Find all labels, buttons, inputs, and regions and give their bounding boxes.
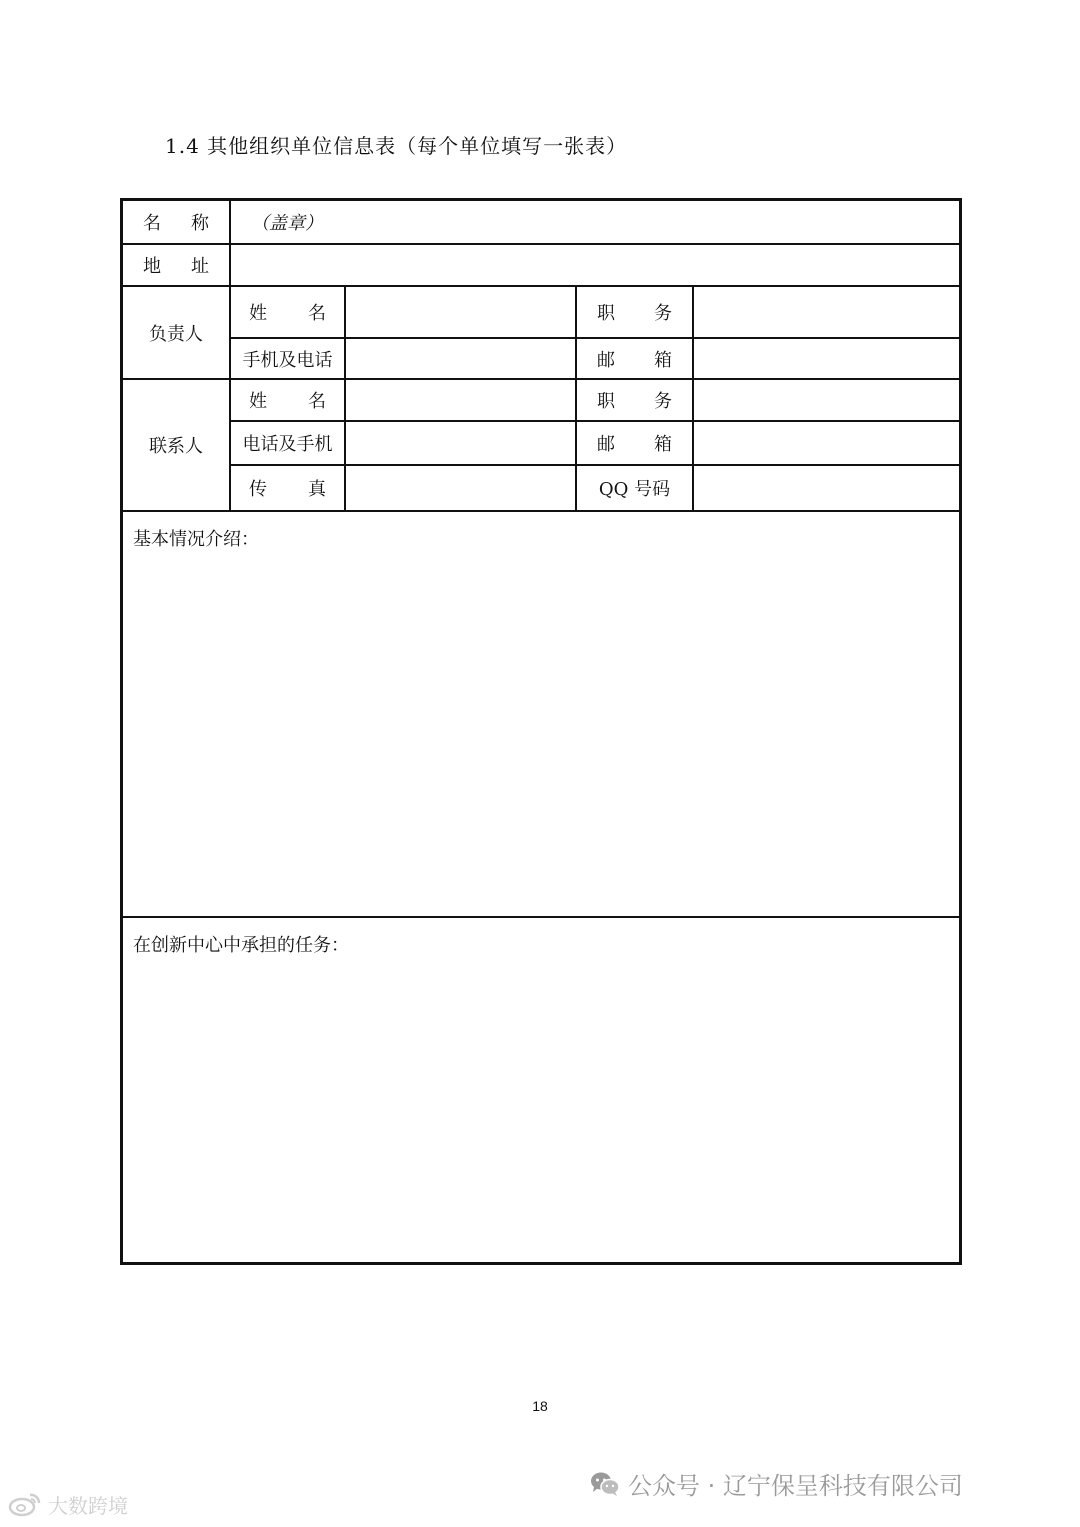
contact-qq-label: QQ 号码 <box>598 479 671 500</box>
source-watermark-text: 大数跨境 <box>48 1494 128 1518</box>
leader-name-field[interactable] <box>346 287 575 337</box>
seal-hint: （盖章） <box>251 213 323 234</box>
contact-group-label: 联系人 <box>149 436 203 457</box>
intro-label: 基本情况介绍： <box>133 529 259 550</box>
leader-email-field[interactable] <box>694 339 959 378</box>
source-watermark <box>8 1490 128 1519</box>
leader-email-label: 邮 箱 <box>597 349 672 371</box>
contact-fax-field[interactable] <box>346 466 575 510</box>
contact-email-label: 邮 箱 <box>597 434 672 455</box>
address-label: 地 址 <box>143 256 209 277</box>
leader-position-label: 职 务 <box>597 303 672 324</box>
address-field[interactable] <box>231 245 959 285</box>
contact-position-label: 职 务 <box>597 391 672 412</box>
leader-position-field[interactable] <box>694 287 959 337</box>
contact-phone-label: 电话及手机 <box>242 434 333 455</box>
contact-position-field[interactable] <box>694 380 959 420</box>
leader-group-label: 负责人 <box>149 323 203 345</box>
contact-fax-label: 传 真 <box>249 479 326 500</box>
wechat-icon <box>590 1471 620 1497</box>
name-label: 名 称 <box>143 213 209 234</box>
page-title: 1.4 其他组织单位信息表（每个单位填写一张表） <box>165 134 628 158</box>
info-form-table <box>120 198 962 1265</box>
page-number: 18 <box>532 1398 548 1414</box>
intro-textarea[interactable] <box>125 553 957 913</box>
leader-phone-label: 手机及电话 <box>242 349 333 371</box>
contact-phone-field[interactable] <box>346 422 575 464</box>
contact-name-field[interactable] <box>346 380 575 420</box>
weibo-icon <box>8 1492 42 1518</box>
leader-phone-field[interactable] <box>346 339 575 378</box>
name-field[interactable] <box>231 201 959 243</box>
leader-name-label: 姓 名 <box>249 303 326 324</box>
contact-name-label: 姓 名 <box>249 391 326 412</box>
contact-qq-field[interactable] <box>694 466 959 510</box>
task-label: 在创新中心中承担的任务： <box>133 935 349 956</box>
task-textarea[interactable] <box>125 959 957 1259</box>
wechat-watermark <box>590 1466 963 1501</box>
wechat-watermark-text: 公众号 · 辽宁保呈科技有限公司 <box>628 1472 963 1500</box>
contact-email-field[interactable] <box>694 422 959 464</box>
